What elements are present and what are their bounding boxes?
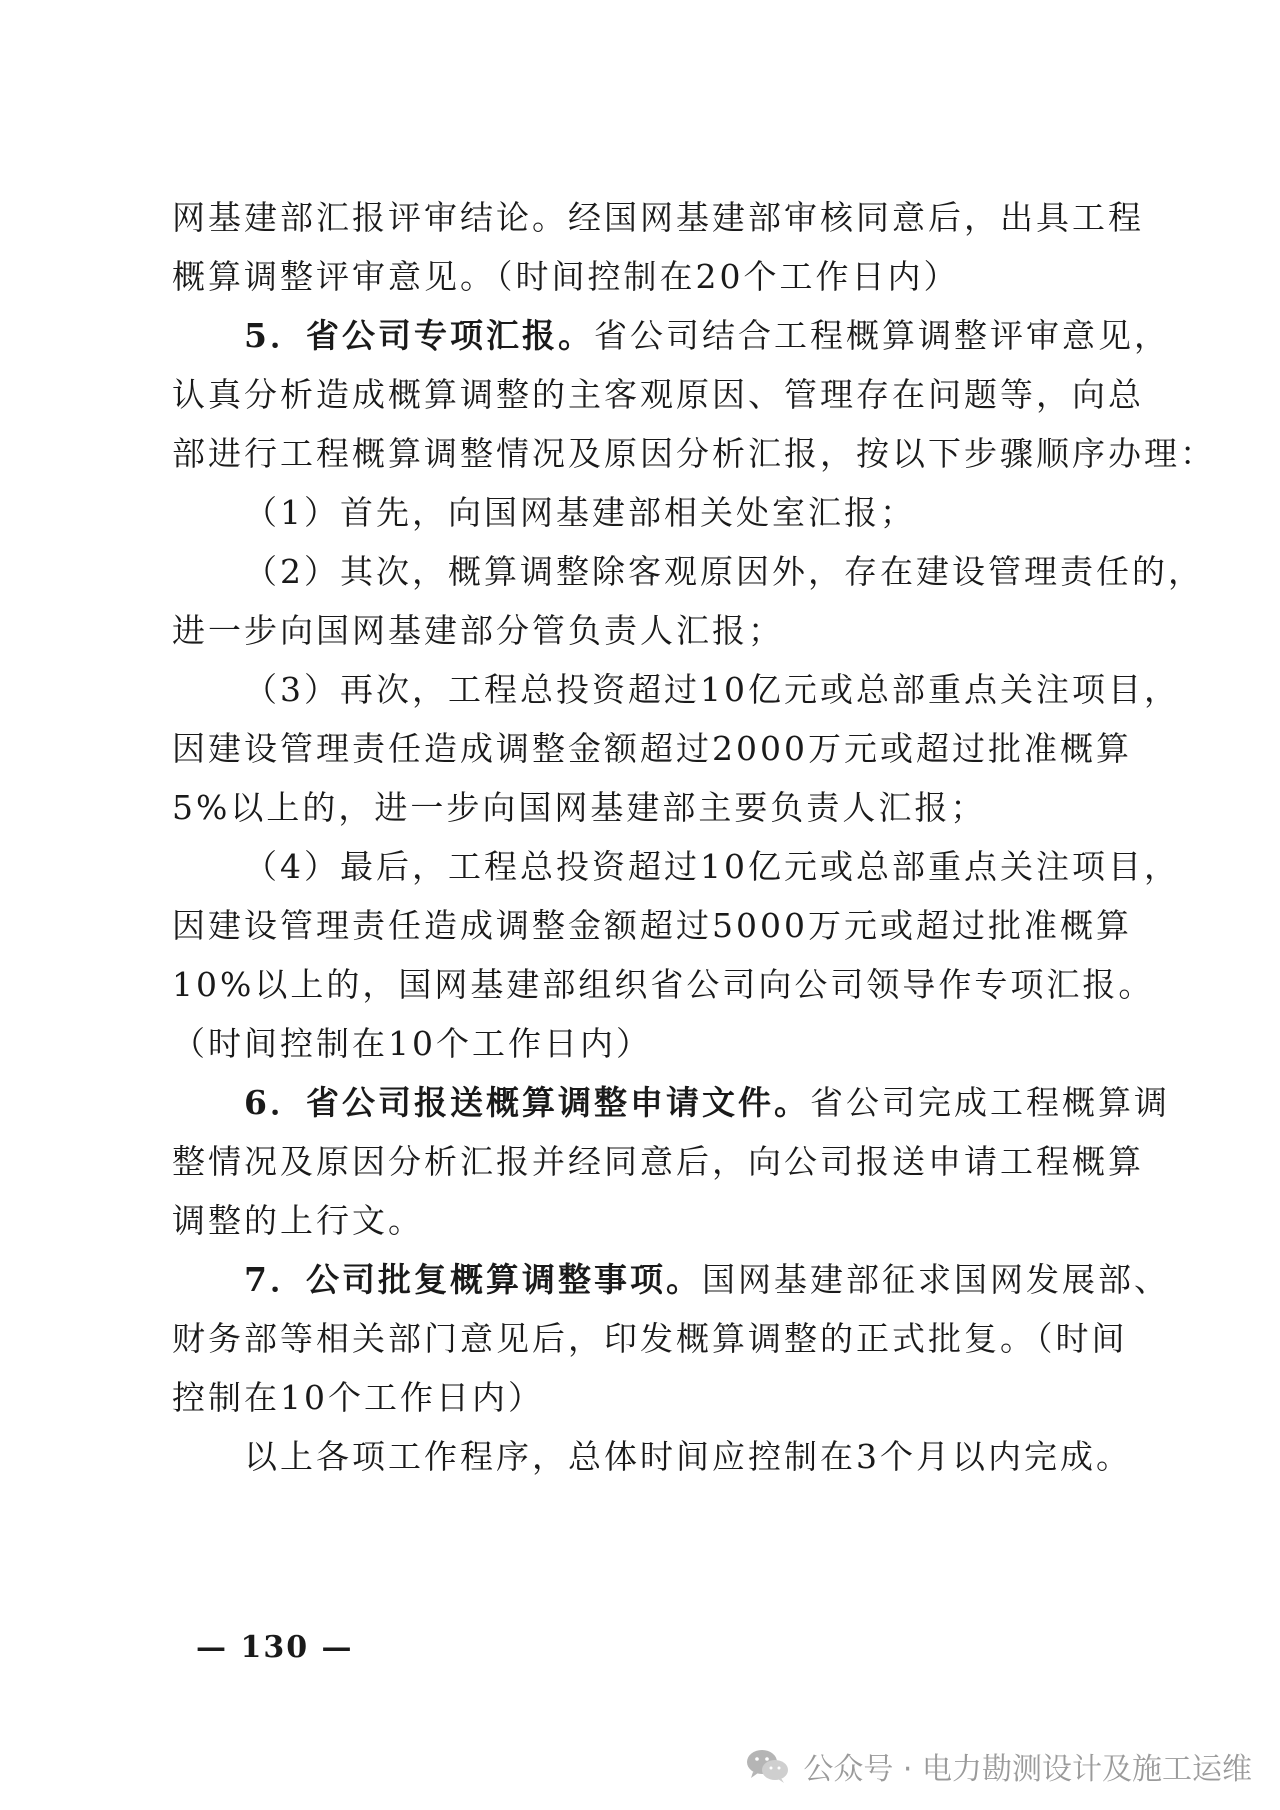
text-line: 10%以上的，国网基建部组织省公司向公司领导作专项汇报。 <box>172 965 1155 1004</box>
wechat-icon <box>743 1746 793 1786</box>
section-5-heading: 5．省公司专项汇报。 <box>244 316 594 355</box>
step-2-line: （2）其次，概算调整除客观原因外，存在建设管理责任的， <box>244 552 1204 591</box>
text-line: 因建设管理责任造成调整金额超过5000万元或超过批准概算 <box>172 906 1132 945</box>
section-6-heading: 6．省公司报送概算调整申请文件。 <box>244 1083 810 1122</box>
section-6-text: 省公司完成工程概算调 <box>809 1083 1170 1122</box>
summary-line: 以上各项工作程序，总体时间应控制在3个月以内完成。 <box>244 1437 1132 1476</box>
watermark-text: 公众号 · 电力勘测设计及施工运维 <box>803 1752 1252 1787</box>
page-number: — 130 — <box>196 1630 354 1665</box>
text-line: 控制在10个工作日内） <box>172 1378 544 1417</box>
text-line: （时间控制在10个工作日内） <box>172 1024 652 1063</box>
section-5-text: 省公司结合工程概算调整评审意见， <box>593 316 1170 355</box>
text-line: 5%以上的，进一步向国网基建部主要负责人汇报； <box>172 788 987 827</box>
section-7-line <box>244 1260 1170 1300</box>
section-5-line <box>244 316 1170 356</box>
text-line: 财务部等相关部门意见后，印发概算调整的正式批复。（时间 <box>172 1319 1128 1358</box>
step-3-line: （3）再次，工程总投资超过10亿元或总部重点关注项目， <box>244 670 1180 709</box>
step-1-line: （1）首先，向国网基建部相关处室汇报； <box>244 493 916 532</box>
section-7-text: 国网基建部征求国网发展部、 <box>701 1260 1170 1299</box>
text-line: 调整的上行文。 <box>172 1201 424 1240</box>
section-7-heading: 7．公司批复概算调整事项。 <box>244 1260 702 1299</box>
step-4-line: （4）最后，工程总投资超过10亿元或总部重点关注项目， <box>244 847 1180 886</box>
section-6-line <box>244 1083 1170 1123</box>
watermark-footer <box>743 1744 1252 1788</box>
text-line: 因建设管理责任造成调整金额超过2000万元或超过批准概算 <box>172 729 1132 768</box>
text-line: 认真分析造成概算调整的主客观原因、管理存在问题等，向总 <box>172 375 1144 414</box>
text-line: 概算调整评审意见。（时间控制在20个工作日内） <box>172 257 960 296</box>
text-line: 整情况及原因分析汇报并经同意后，向公司报送申请工程概算 <box>172 1142 1144 1181</box>
text-line: 网基建部汇报评审结论。经国网基建部审核同意后，出具工程 <box>172 198 1144 237</box>
text-line: 进一步向国网基建部分管负责人汇报； <box>172 611 784 650</box>
text-line: 部进行工程概算调整情况及原因分析汇报，按以下步骤顺序办理： <box>172 434 1216 473</box>
